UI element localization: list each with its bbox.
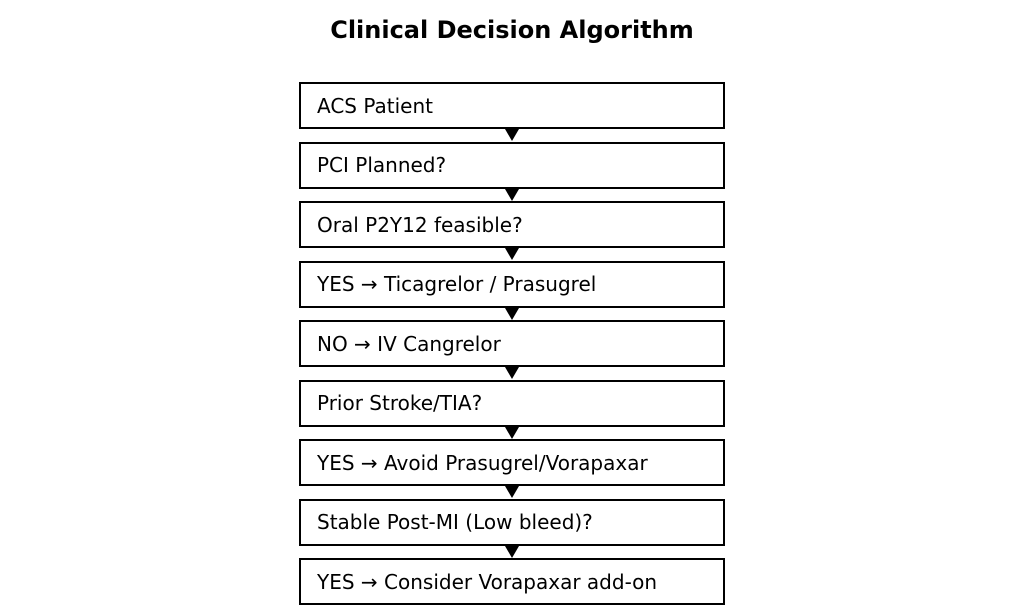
flow-node-label: YES → Ticagrelor / Prasugrel <box>317 272 597 296</box>
flow-node-label: Prior Stroke/TIA? <box>317 391 483 415</box>
arrow-down-icon <box>299 367 725 380</box>
flow-node-yes-ticagrelor-prasugrel <box>299 261 725 308</box>
arrow-down-icon <box>299 308 725 321</box>
page-title: Clinical Decision Algorithm <box>330 16 694 44</box>
flow-node-yes-consider-vorapaxar <box>299 558 725 605</box>
arrow-down-icon <box>299 486 725 499</box>
flow-node-yes-avoid-prasugrel-vorapaxar <box>299 439 725 486</box>
arrowhead <box>505 189 519 201</box>
arrowhead <box>505 546 519 558</box>
flowchart <box>299 82 725 605</box>
flow-node-label: Oral P2Y12 feasible? <box>317 212 523 237</box>
arrowhead <box>505 308 519 320</box>
flow-node-label: ACS Patient <box>317 93 433 118</box>
flow-node-prior-stroke-tia <box>299 380 725 427</box>
flow-node-label: NO → IV Cangrelor <box>317 331 501 356</box>
arrow-down-icon <box>299 427 725 440</box>
arrowhead <box>505 486 519 498</box>
arrowhead <box>505 427 519 439</box>
flow-node-label: YES → Consider Vorapaxar add-on <box>317 569 658 594</box>
arrowhead <box>505 367 519 379</box>
flow-node-pci-planned <box>299 142 725 189</box>
flow-node-label: PCI Planned? <box>317 153 447 177</box>
arrow-down-icon <box>299 129 725 142</box>
arrowhead <box>505 129 519 141</box>
flow-node-stable-post-mi <box>299 499 725 546</box>
arrow-down-icon <box>299 189 725 202</box>
arrow-down-icon <box>299 248 725 261</box>
flow-node-label: Stable Post-MI (Low bleed)? <box>317 510 593 534</box>
arrowhead <box>505 248 519 260</box>
flow-node-acs-patient <box>299 82 725 129</box>
flow-node-label: YES → Avoid Prasugrel/Vorapaxar <box>317 450 648 475</box>
arrow-down-icon <box>299 546 725 559</box>
flow-node-oral-p2y12 <box>299 201 725 248</box>
flow-node-no-iv-cangrelor <box>299 320 725 367</box>
